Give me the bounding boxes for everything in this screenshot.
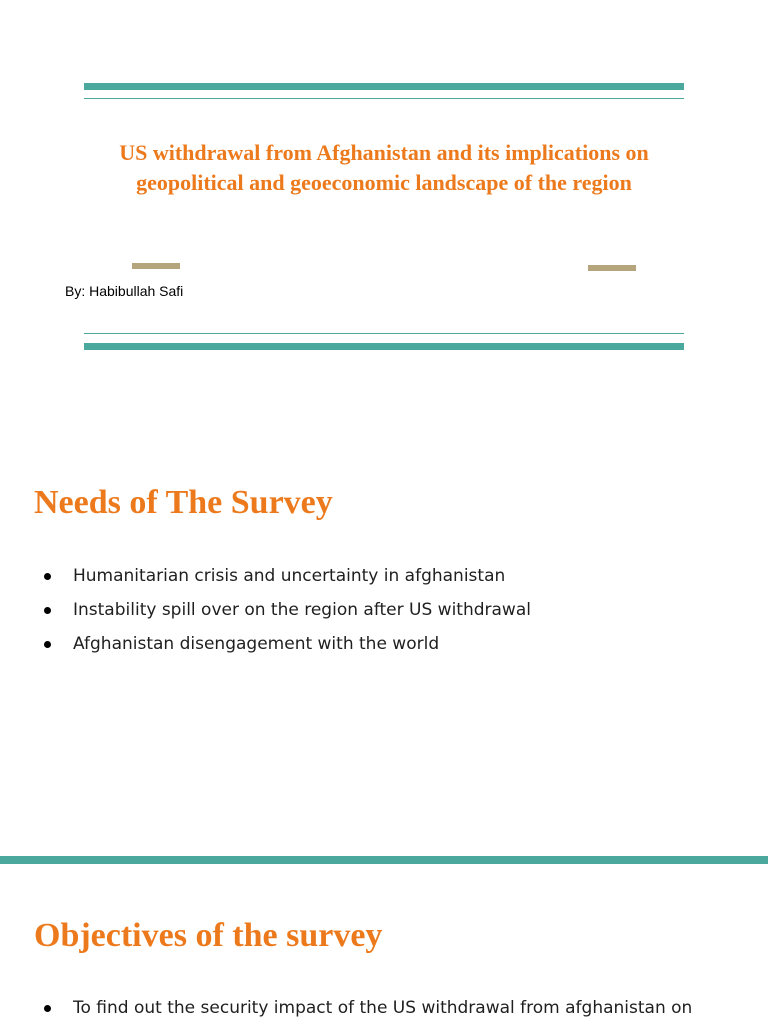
title-slide: [0, 0, 768, 430]
title-line-1: US withdrawal from Afghanistan and its implications on: [119, 140, 649, 165]
needs-bullet-list: [44, 559, 531, 661]
objectives-heading: Objectives of the survey: [34, 917, 383, 954]
bullet-icon: [44, 1005, 51, 1012]
bullet-icon: [44, 641, 51, 648]
top-thin-rule: [84, 98, 684, 99]
title-line-2: geopolitical and geoeconomic landscape of the region: [136, 170, 632, 195]
presentation-title: [60, 138, 708, 198]
top-thick-rule: [84, 83, 684, 90]
list-item-text: Afghanistan disengagement with the world: [73, 634, 440, 654]
list-item: [44, 991, 692, 1025]
list-item: [44, 559, 531, 593]
list-item: [44, 627, 531, 661]
slide-separator: [0, 856, 768, 864]
bottom-thick-rule: [84, 343, 684, 350]
author-byline: By: Habibullah Safi: [65, 283, 184, 299]
objectives-bullet-list: [44, 991, 692, 1025]
list-item-text: Humanitarian crisis and uncertainty in afghanistan: [73, 566, 506, 586]
needs-heading: Needs of The Survey: [34, 484, 333, 521]
bottom-thin-rule: [84, 333, 684, 334]
list-item-text: Instability spill over on the region after US withdrawal: [73, 600, 531, 620]
right-accent-bar: [588, 265, 636, 271]
bullet-icon: [44, 573, 51, 580]
list-item-text: To find out the security impact of the US withdrawal from afghanistan on: [73, 998, 693, 1018]
left-accent-bar: [132, 263, 180, 269]
list-item: [44, 593, 531, 627]
bullet-icon: [44, 607, 51, 614]
objectives-slide: [0, 864, 768, 1024]
needs-slide: [0, 430, 768, 858]
